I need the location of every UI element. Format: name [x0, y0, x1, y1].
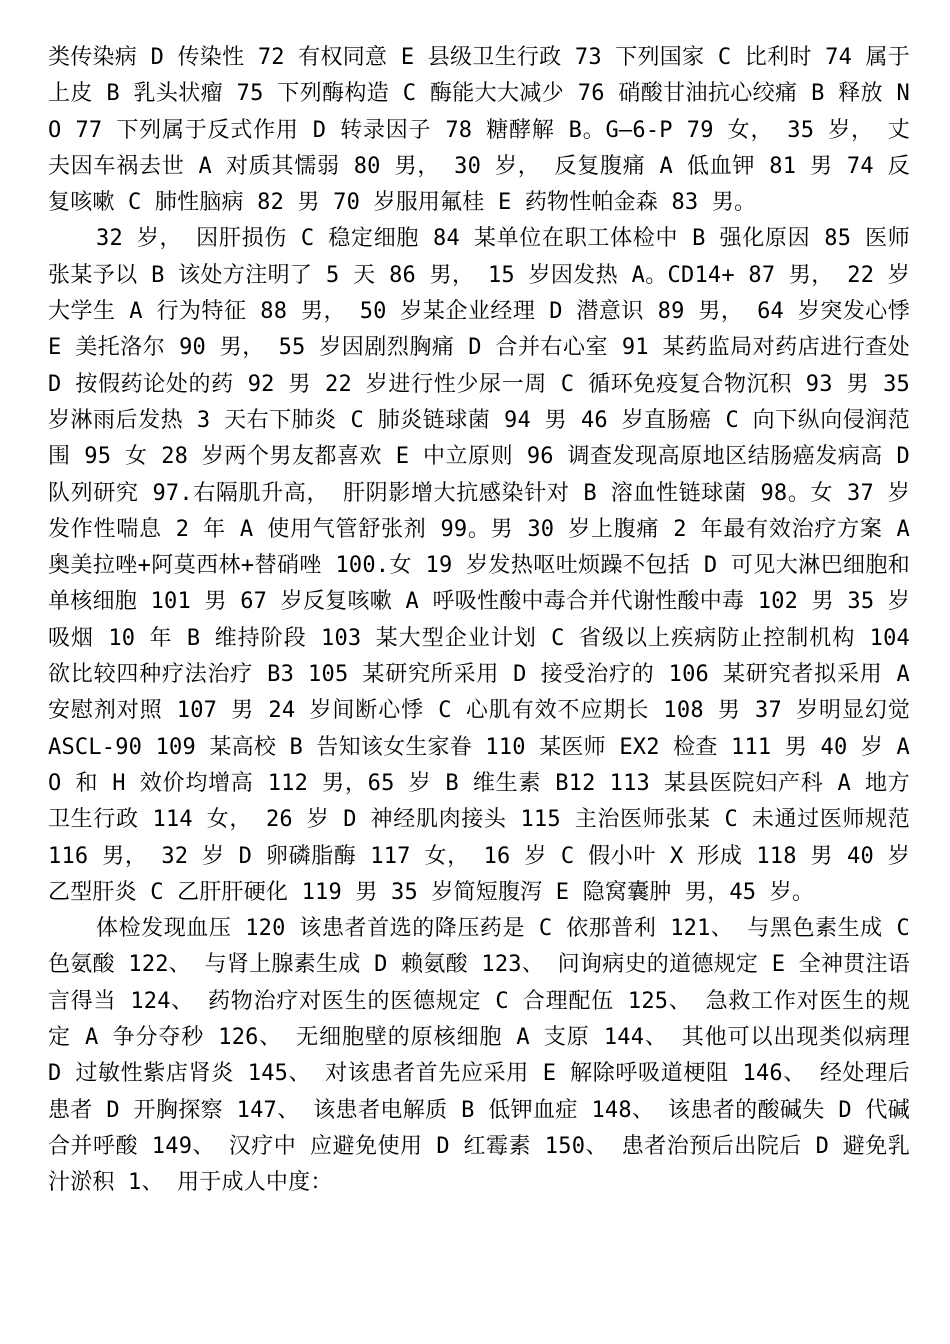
- document-page: [48, 40, 910, 1202]
- paragraph-1: 类传染病 D 传染性 72 有权同意 E 县级卫生行政 73 下列国家 C 比利时 74 属于上皮 B 乳头状瘤 75 下列酶构造 C 酶能大大减少 76 硝酸甘油抗心绞痛 B 释放 NO 77 下列属于反式作用 D 转录因子 78 糖酵解 B。G—6-P 79 女， 35 岁， 丈夫因车祸去世 A 对质其懦弱 80 男， 30 岁， 反复腹痛 A 低血钾 81 男 74 反复咳嗽 C 肺性脑病 82 男 70 岁服用氟桂 E 药物性帕金森 83 男。: [48, 45, 910, 216]
- paragraph-2: 32 岁， 因肝损伤 C 稳定细胞 84 某单位在职工体检中 B 强化原因 85 医师张某予以 B 该处方注明了 5 天 86 男， 15 岁因发热 A。CD14+ 87 男， 22 岁大学生 A 行为特征 88 男， 50 岁某企业经理 D 潜意识 89 男， 64 岁突发心悸 E 美托洛尔 90 男， 55 岁因剧烈胸痛 D 合并右心室 91 某药监局对药店进行查处 D 按假药论处的药 92 男 22 岁进行性少尿一周 C 循环免疫复合物沉积 93 男 35 岁淋雨后发热 3 天右下肺炎 C 肺炎链球菌 94 男 46 岁直肠癌 C 向下纵向侵润范围 95 女 28 岁两个男友都喜欢 E 中立原则 96 调查发现高原地区结肠癌发病高 D 队列研究 97.右隔肌升高， 肝阴影增大抗感染针对 B 溶血性链球菌 98。女 37 岁发作性喘息 2 年 A 使用气管舒张剂 99。男 30 岁上腹痛 2 年最有效治疗方案 A 奥美拉唑+阿莫西林+替硝唑 100.女 19 岁发热呕吐烦躁不包括 D 可见大淋巴细胞和单核细胞 101 男 67 岁反复咳嗽 A 呼吸性酸中毒合并代谢性酸中毒 102 男 35 岁吸烟 10 年 B 维持阶段 103 某大型企业计划 C 省级以上疾病防止控制机构 104 欲比较四种疗法治疗 B3 105 某研究所采用 D 接受治疗的 106 某研究者拟采用 A 安慰剂对照 107 男 24 岁间断心悸 C 心肌有效不应期长 108 男 37 岁明显幻觉 ASCL-90 109 某高校 B 告知该女生家眷 110 某医师 EX2 检查 111 男 40 岁 AO 和 H 效价均增高 112 男，65 岁 B 维生素 B12 113 某县医院妇产科 A 地方卫生行政 114 女， 26 岁 D 神经肌肉接头 115 主治医师张某 C 未通过医师规范 116 男， 32 岁 D 卵磷脂酶 117 女， 16 岁 C 假小叶 X 形成 118 男 40 岁乙型肝炎 C 乙肝肝硬化 119 男 35 岁简短腹泻 E 隐窝囊肿 男，45 岁。: [48, 226, 910, 905]
- paragraph-3: 体检发现血压 120 该患者首选的降压药是 C 依那普利 121、 与黑色素生成 C 色氨酸 122、 与肾上腺素生成 D 赖氨酸 123、 问询病史的道德规定 E 全神贯注语言得当 124、 药物治疗对医生的医德规定 C 合理配伍 125、 急救工作对医生的规定 A 争分夺秒 126、 无细胞壁的原核细胞 A 支原 144、 其他可以出现类似病理 D 过敏性紫店肾炎 145、 对该患者首先应采用 E 解除呼吸道梗阻 146、 经处理后患者 D 开胸探察 147、 该患者电解质 B 低钾血症 148、 该患者的酸碱失 D 代碱合并呼酸 149、 汉疗中 应避免使用 D 红霉素 150、 患者治预后出院后 D 避免乳汁淤积 1、 用于成人中度：: [48, 916, 910, 1196]
